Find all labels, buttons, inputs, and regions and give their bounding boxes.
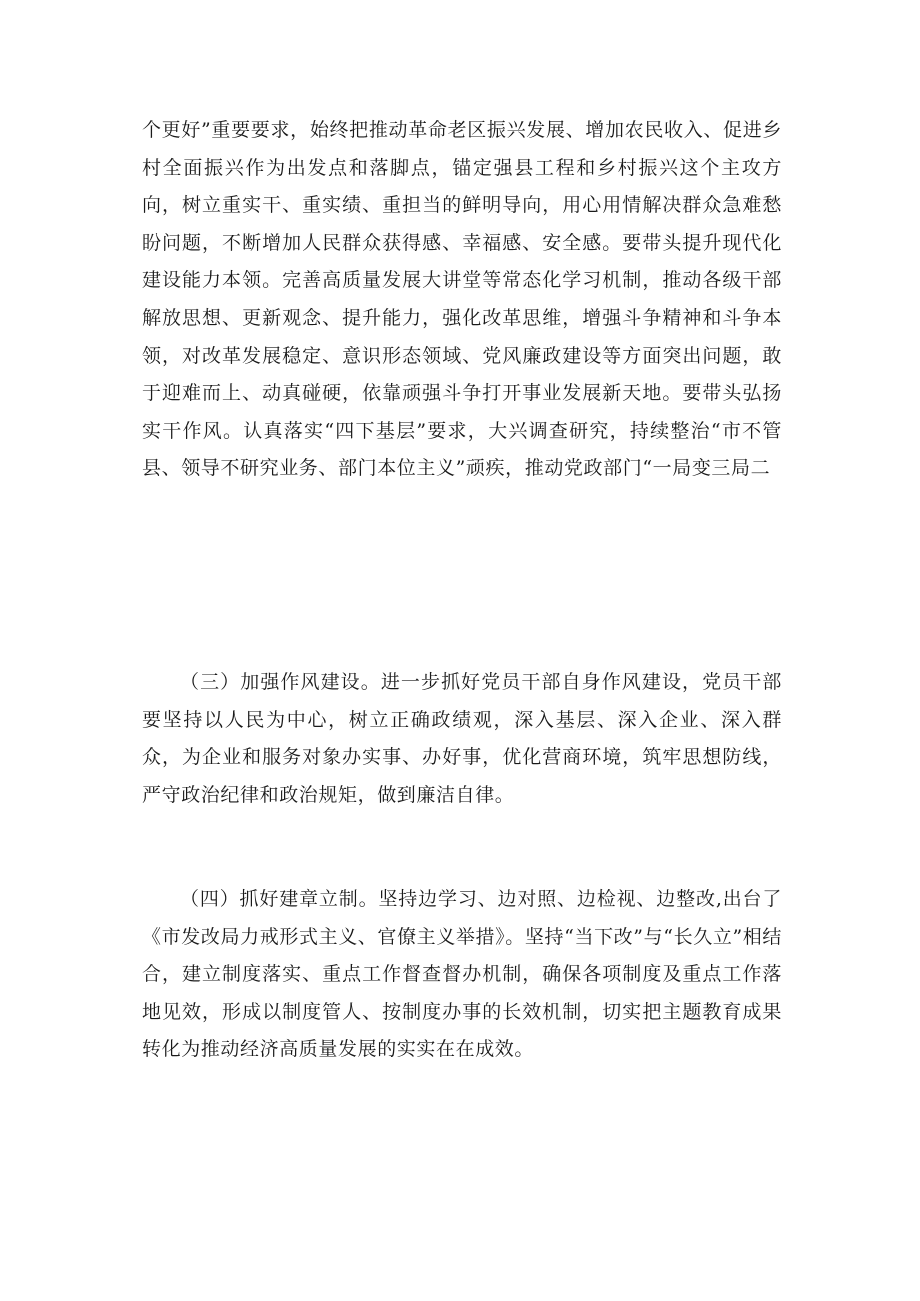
paragraph-continuation xyxy=(142,112,782,488)
paragraph-text: 坚持边学习、边对照、边检视、边整改,出台了《市发改局力戒形式主义、官僚主义举措》。坚持“当下改”与“长久立”相结合，建立制度落实、重点工作督查督办机制，确保各项制度及重点工作落地见效，形成以制度管人、按制度办事的长效机制，切实把主题教育成果转化为推动经济高质量发展的实实在在成效。 xyxy=(142,888,782,1061)
section-heading-3: （三）加强作风建设。 xyxy=(180,671,381,693)
paragraph-strengthen-work-style xyxy=(142,664,782,814)
paragraph-text: 进一步抓好党员干部自身作风建设，党员干部要坚持以人民为中心，树立正确政绩观，深入基层、深入企业、深入群众，为企业和服务对象办实事、办好事，优化营商环境，筑牢思想防线，严守政治纪律和政治规矩，做到廉洁自律。 xyxy=(142,671,782,806)
paragraph-text: 个更好”重要要求，始终把推动革命老区振兴发展、增加农民收入、促进乡村全面振兴作为出发点和落脚点，锚定强县工程和乡村振兴这个主攻方向，树立重实干、重实绩、重担当的鲜明导向，用心用情解决群众急难愁盼问题，不断增加人民群众获得感、幸福感、安全感。要带头提升现代化建设能力本领。完善高质量发展大讲堂等常态化学习机制，推动各级干部解放思想、更新观念、提升能力，强化改革思维，增强斗争精神和斗争本领，对改革发展稳定、意识形态领域、党风廉政建设等方面突出问题，敢于迎难而上、动真碰硬，依靠顽强斗争打开事业发展新天地。要带头弘扬实干作风。认真落实“四下基层”要求，大兴调查研究，持续整治“市不管县、领导不研究业务、部门本位主义”顽疾，推动党政部门“一局变三局二 xyxy=(142,119,782,480)
section-heading-4: （四）抓好建章立制。 xyxy=(180,888,379,910)
paragraph-build-systems xyxy=(142,881,782,1069)
